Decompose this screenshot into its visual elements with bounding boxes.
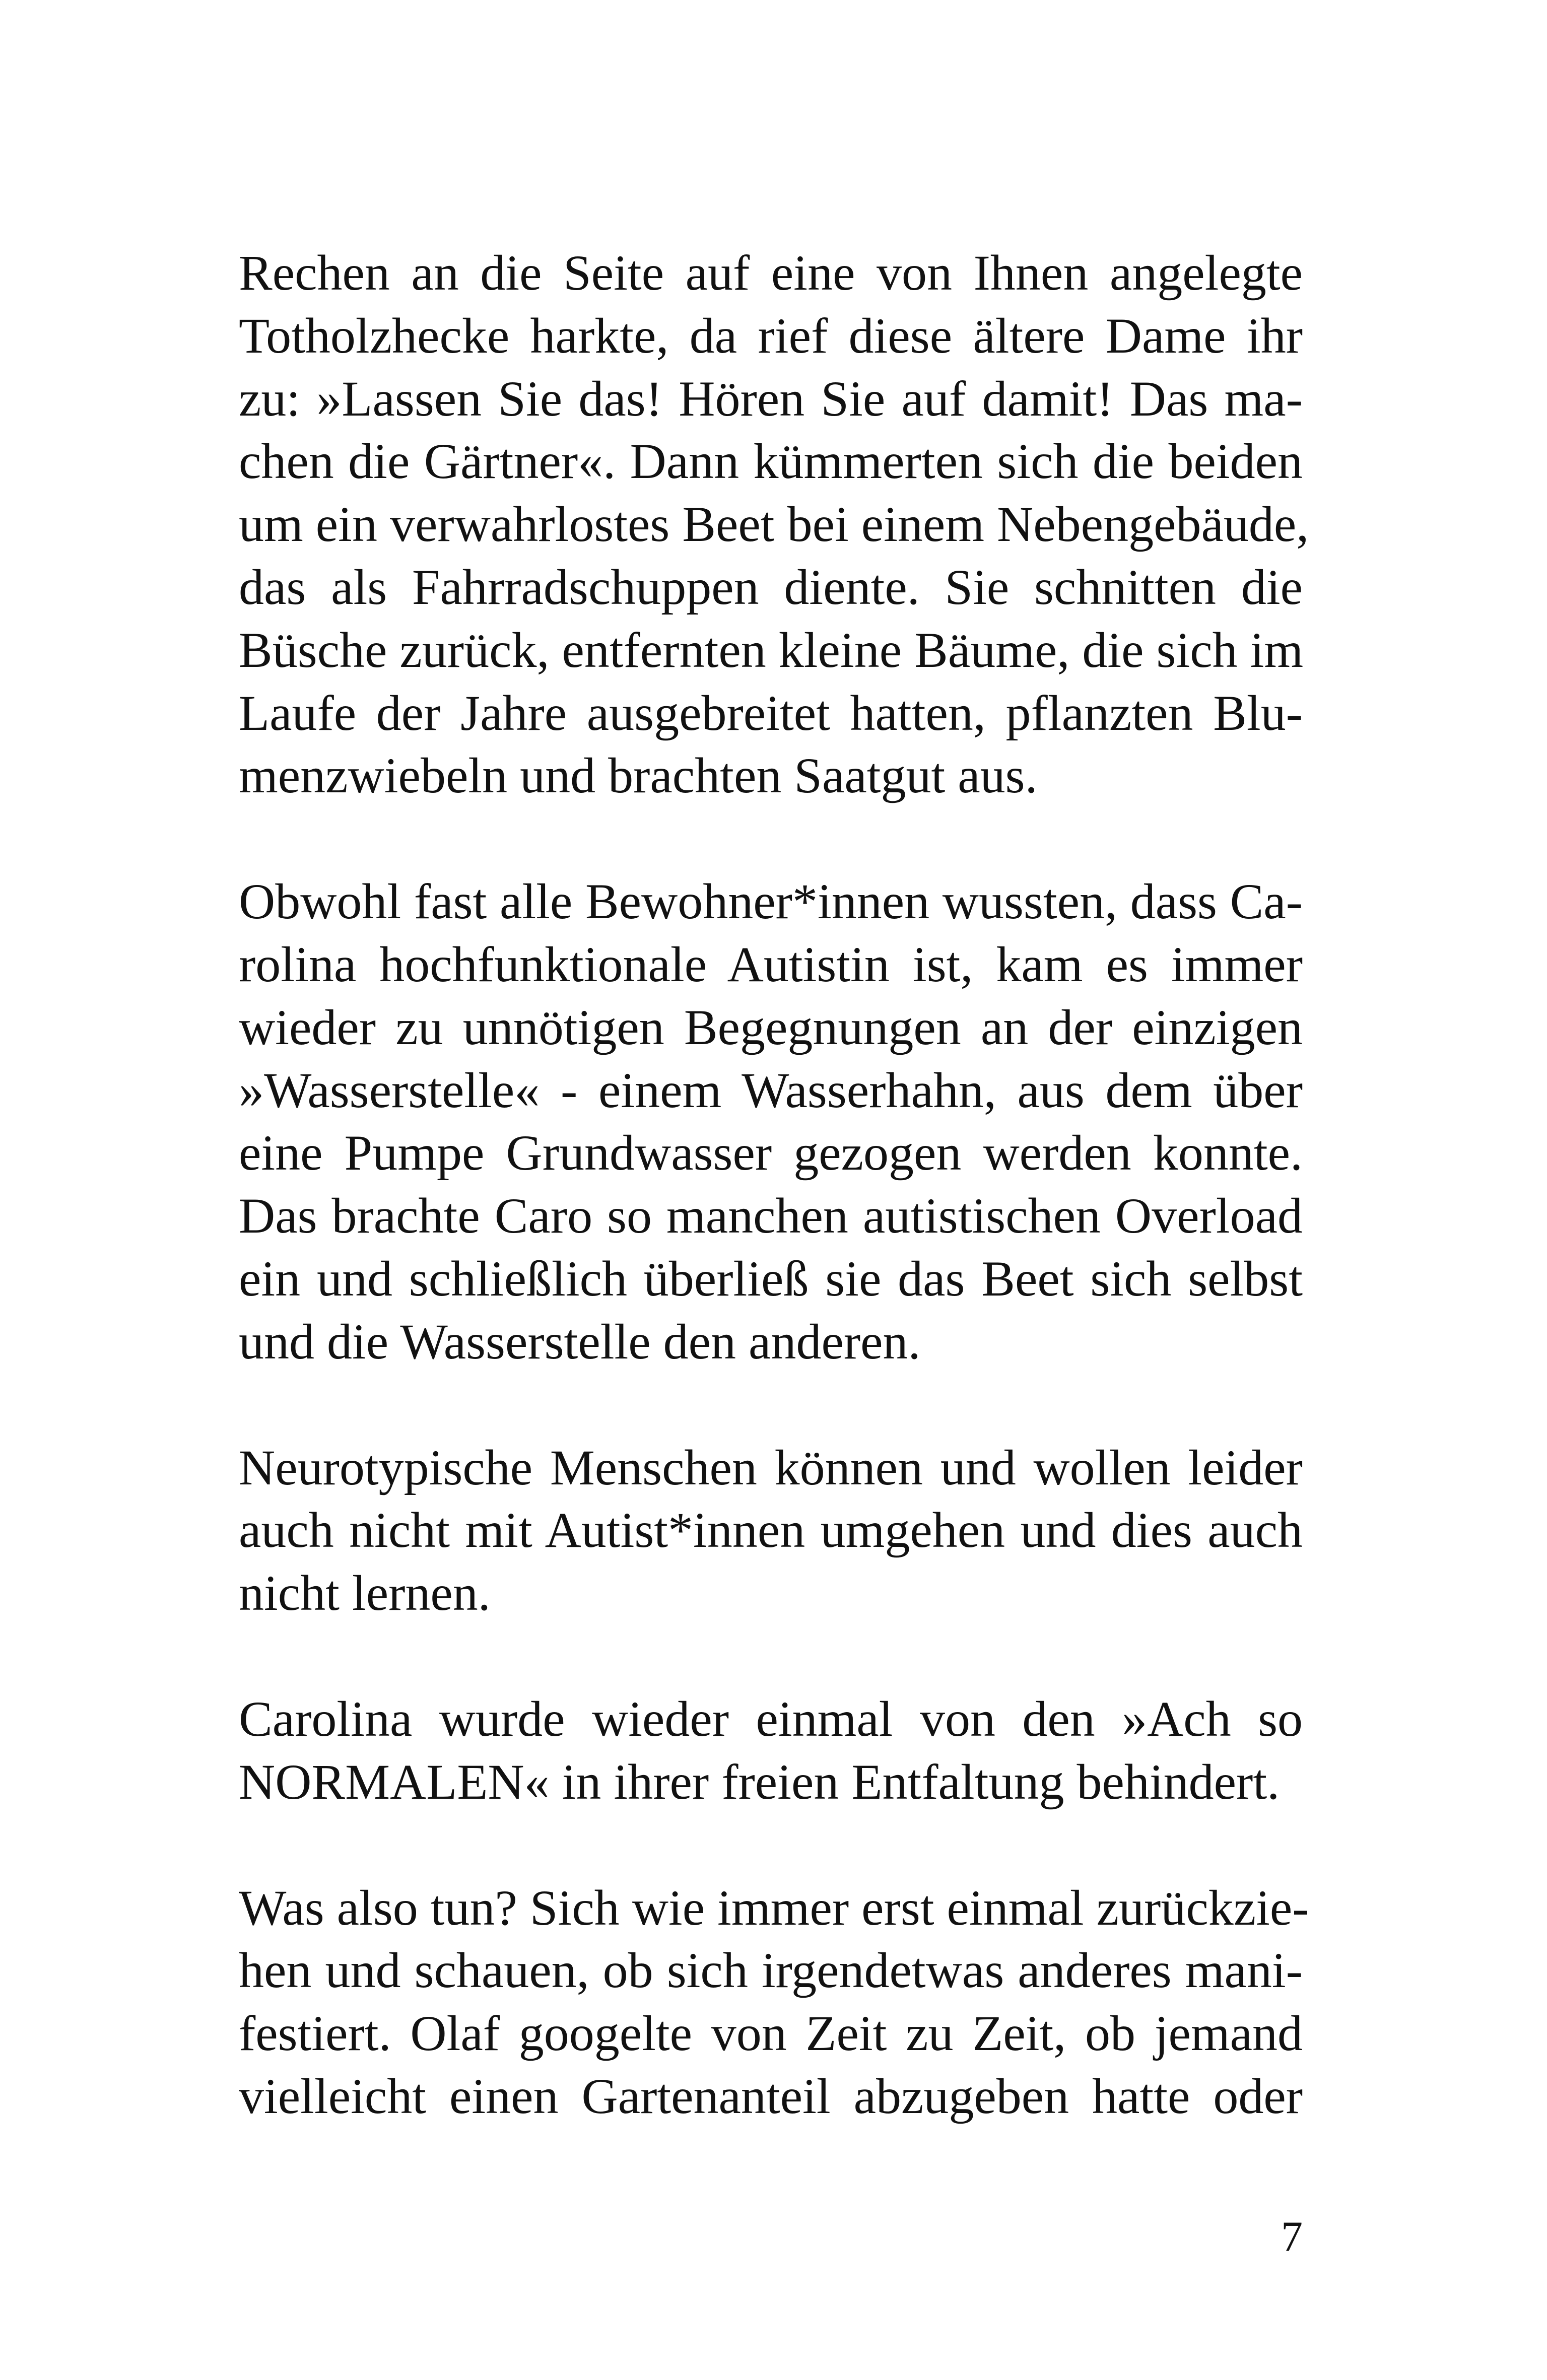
- text-line: rolina hochfunktionale Autistin ist, kam es immer: [239, 936, 1303, 992]
- text-line: menzwiebeln und brachten Saatgut aus.: [239, 747, 1038, 804]
- text-line: Büsche zurück, entfernten kleine Bäume, die sich im: [239, 622, 1304, 678]
- text-line: Rechen an die Seite auf eine von Ihnen angelegte: [239, 245, 1303, 301]
- text-line: NORMALEN« in ihrer freien Entfaltung behindert.: [239, 1753, 1280, 1810]
- body-text: [239, 242, 1309, 2191]
- text-line: wieder zu unnötigen Begegnungen an der einzigen: [239, 999, 1303, 1055]
- text-line: vielleicht einen Gartenanteil abzugeben hatte oder: [239, 2068, 1303, 2124]
- text-line: Laufe der Jahre ausgebreitet hatten, pflanzten Blu-: [239, 685, 1303, 741]
- paragraph-3: [239, 1437, 1303, 1625]
- text-line: Was also tun? Sich wie immer erst einmal zurückzie-: [239, 1879, 1309, 1936]
- text-line: das als Fahrradschuppen diente. Sie schnitten die: [239, 559, 1303, 615]
- text-line: chen die Gärtner«. Dann kümmerten sich die beiden: [239, 433, 1303, 490]
- text-line: auch nicht mit Autist*innen umgehen und dies auch: [239, 1502, 1303, 1558]
- paragraph-4: [239, 1688, 1303, 1814]
- text-line: eine Pumpe Grundwasser gezogen werden konnte.: [239, 1125, 1303, 1181]
- text-line: nicht lernen.: [239, 1565, 491, 1621]
- text-line: ein und schließlich überließ sie das Beet sich selbst: [239, 1250, 1303, 1307]
- text-line: Totholzhecke harkte, da rief diese ältere Dame ihr: [239, 307, 1303, 364]
- paragraph-2: [239, 870, 1303, 1373]
- text-line: Obwohl fast alle Bewohner*innen wussten, dass Ca-: [239, 873, 1303, 930]
- paragraph-1: [239, 242, 1309, 807]
- text-line: Neurotypische Menschen können und wollen leider: [239, 1439, 1303, 1495]
- text-line: um ein verwahrlostes Beet bei einem Nebengebäude,: [239, 496, 1309, 553]
- text-line: und die Wasserstelle den anderen.: [239, 1313, 921, 1370]
- text-line: hen und schauen, ob sich irgendetwas anderes mani-: [239, 1942, 1303, 1999]
- text-line: Carolina wurde wieder einmal von den »Ach so: [239, 1690, 1303, 1747]
- text-line: zu: »Lassen Sie das! Hören Sie auf damit! Das ma-: [239, 370, 1303, 427]
- page-number: 7: [1281, 2212, 1303, 2261]
- text-line: »Wasserstelle« - einem Wasserhahn, aus dem über: [239, 1062, 1303, 1118]
- paragraph-5: [239, 1877, 1309, 2128]
- text-line: festiert. Olaf googelte von Zeit zu Zeit, ob jemand: [239, 2005, 1303, 2062]
- text-line: Das brachte Caro so manchen autistischen Overload: [239, 1188, 1303, 1244]
